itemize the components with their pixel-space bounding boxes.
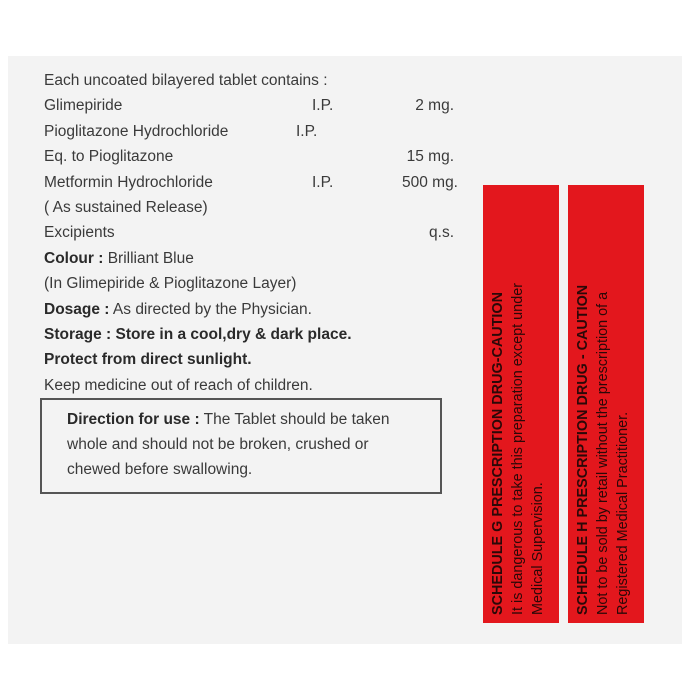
schedule-g-line-2: Medical Supervision. (530, 482, 546, 615)
colour-label: Colour : (44, 249, 104, 267)
ingredient-name: Pioglitazone Hydrochloride (44, 122, 229, 140)
ingredient-amount: q.s. (429, 224, 454, 242)
colour-line (44, 246, 484, 271)
ingredient-name: Excipients (44, 224, 115, 242)
ingredient-standard: I.P. (312, 97, 334, 115)
composition-heading: Each uncoated bilayered tablet contains : (44, 72, 328, 89)
ingredient-row (44, 93, 484, 118)
direction-line-1 (67, 407, 430, 432)
colour-note: (In Glimepiride & Pioglitazone Layer) (44, 275, 297, 293)
ingredient-row (44, 195, 484, 220)
ingredient-standard: I.P. (312, 173, 334, 191)
schedule-h-title: SCHEDULE H PRESCRIPTION DRUG - CAUTION (575, 284, 591, 615)
schedule-h-caution-strip (568, 185, 644, 623)
schedule-h-line-1: Not to be sold by retail without the prescription of a (595, 291, 611, 615)
ingredient-name: Glimepiride (44, 97, 123, 115)
keep-away-line: Keep medicine out of reach of children. (44, 376, 313, 394)
colour-value: Brilliant Blue (103, 249, 194, 267)
storage-line: Storage : Store in a cool,dry & dark place. (44, 325, 352, 343)
direction-label: Direction for use : (67, 411, 200, 428)
ingredient-row (44, 170, 484, 195)
dosage-label: Dosage : (44, 300, 110, 318)
ingredient-standard: I.P. (296, 122, 318, 140)
ingredient-row (44, 144, 484, 169)
direction-text-2: whole and should not be broken, crushed or (67, 436, 369, 453)
ingredient-name: ( As sustained Release) (44, 198, 208, 216)
ingredient-amount: 15 mg. (406, 148, 454, 166)
schedule-g-caution-strip (483, 185, 559, 623)
ingredient-name: Metformin Hydrochloride (44, 173, 213, 191)
ingredient-amount: 2 mg. (415, 97, 454, 115)
ingredient-row (44, 119, 484, 144)
dosage-value: As directed by the Physician. (109, 300, 312, 318)
schedule-g-text (483, 185, 559, 623)
dosage-line (44, 297, 484, 322)
composition-section (44, 68, 484, 398)
direction-text-3: chewed before swallowing. (67, 461, 253, 478)
direction-box (40, 398, 442, 494)
schedule-h-line-2: Registered Medical Practitioner. (615, 411, 631, 615)
ingredient-row (44, 220, 484, 245)
schedule-g-title: SCHEDULE G PRESCRIPTION DRUG-CAUTION (490, 291, 506, 615)
ingredient-name: Eq. to Pioglitazone (44, 148, 174, 166)
schedule-h-text (568, 185, 644, 623)
schedule-g-line-1: It is dangerous to take this preparation except under (510, 283, 526, 615)
ingredient-amount: 500 mg. (401, 173, 458, 191)
protect-line: Protect from direct sunlight. (44, 351, 252, 369)
direction-text-1: The Tablet should be taken (199, 411, 390, 428)
